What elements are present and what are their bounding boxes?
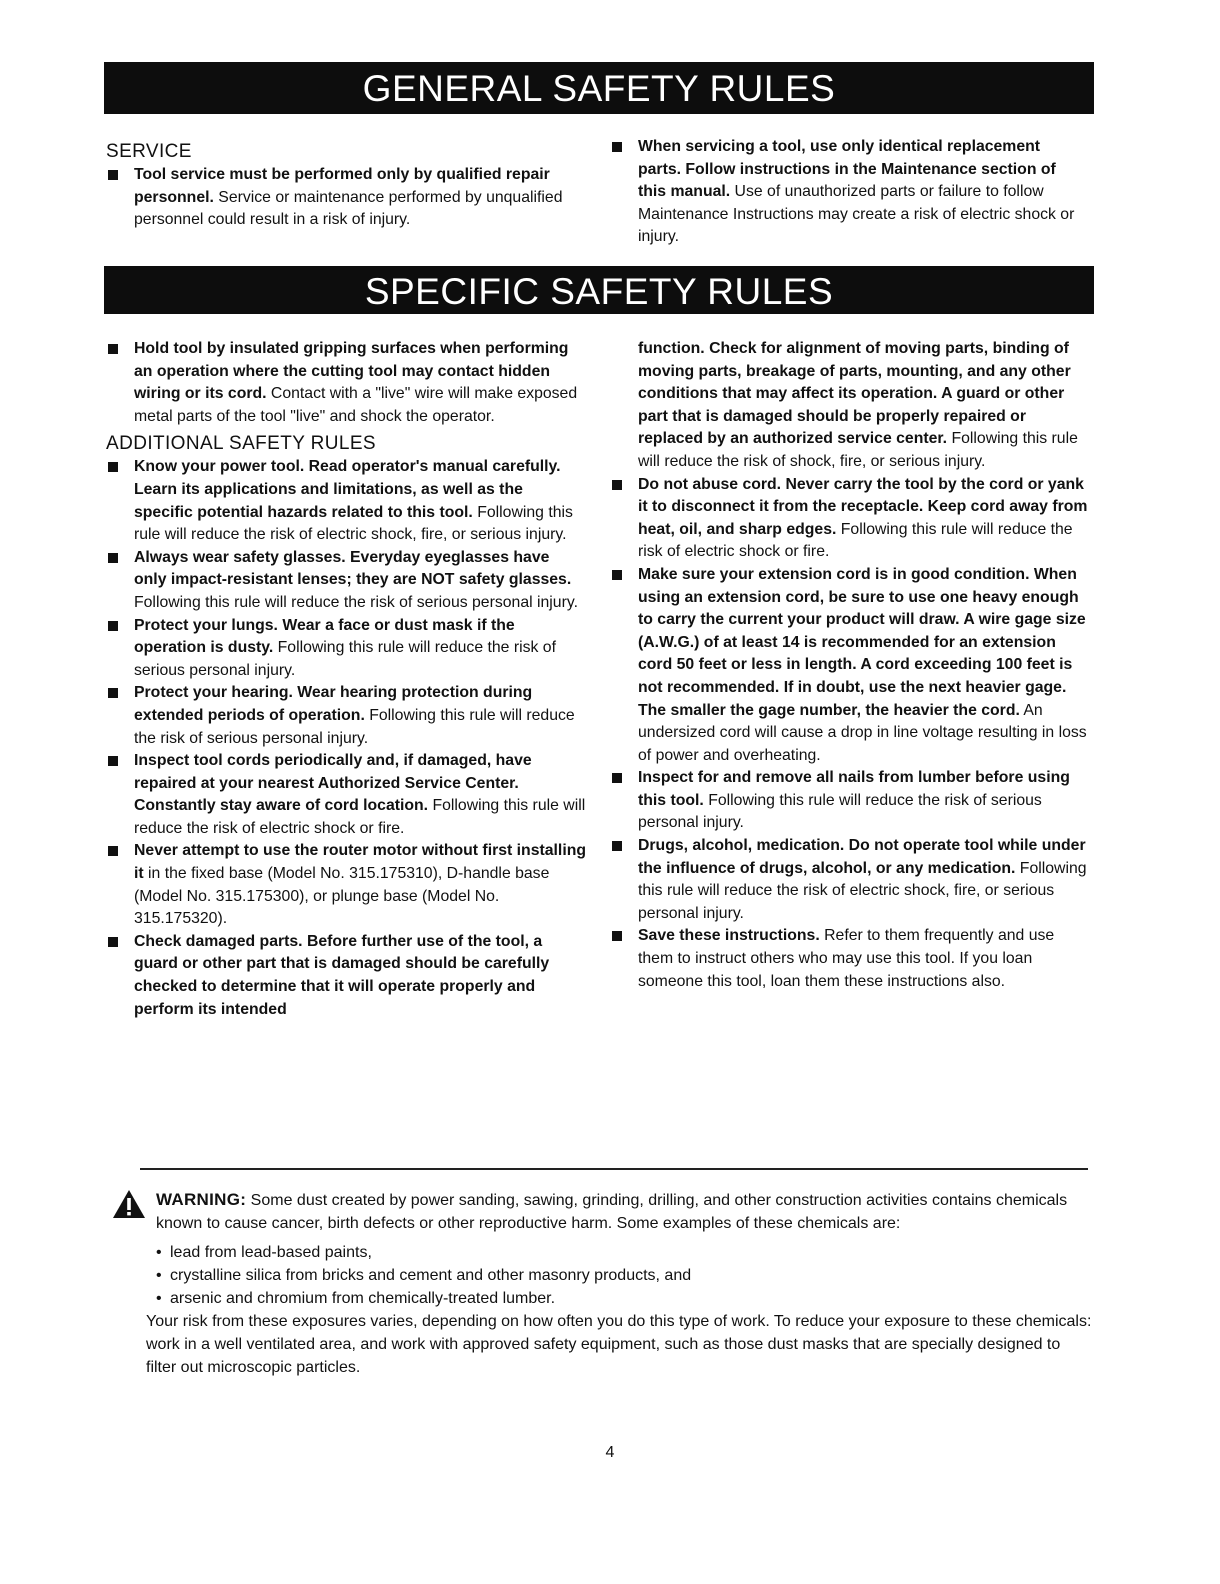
warning-intro xyxy=(112,1188,1092,1235)
bullet-square-icon xyxy=(612,142,622,152)
page-number: 4 xyxy=(605,1444,615,1461)
bullet-square-icon xyxy=(612,570,622,580)
item-bold-text: Inspect for and remove all nails from lumber before using this tool. xyxy=(638,769,1070,809)
specific-right-column xyxy=(610,338,1090,993)
section-divider xyxy=(140,1168,1088,1170)
rule-check-damaged-parts-continued xyxy=(610,338,1090,474)
rule-hold-tool xyxy=(106,338,586,428)
service-heading: SERVICE xyxy=(106,141,192,162)
item-text: Following this rule will reduce the risk of electric shock, fire, or serious personal injury. xyxy=(638,859,1087,922)
warning-block xyxy=(112,1188,1092,1379)
rule-know-tool xyxy=(106,456,586,546)
bullet-square-icon xyxy=(108,553,118,563)
list-item xyxy=(156,1241,1092,1264)
warning-chemicals-list xyxy=(112,1241,1092,1310)
item-bold-text: Always wear safety glasses. Everyday eyeglasses have only impact-resistant lenses; they are NOT safety glasses. xyxy=(134,548,572,589)
general-safety-rules-banner: GENERAL SAFETY RULES xyxy=(104,62,1094,114)
item-text: Following this rule will reduce the risk of serious personal injury. xyxy=(134,706,575,747)
item-text: Use of unauthorized parts or failure to follow Maintenance Instructions may create a risk of electric shock or injury. xyxy=(638,183,1075,246)
rule-router-motor xyxy=(106,840,586,930)
bullet-square-icon xyxy=(108,344,118,354)
item-text: Following this rule will reduce the risk of serious personal injury. xyxy=(134,593,578,611)
item-bold-text: Tool service must be performed only by qualified repair personnel. xyxy=(134,166,550,206)
item-bold-text: Inspect tool cords periodically and, if damaged, have repaired at your nearest Authorized Service Center. Constantly stay aware of cord location. xyxy=(134,752,532,815)
item-text: Following this rule will reduce the risk of electric shock, fire, or serious injury. xyxy=(134,503,573,544)
item-bold-text: Check damaged parts. Before further use of the tool, a guard or other part that is damaged should be carefully checked to determine that it will operate properly and perform its intended xyxy=(134,932,550,1018)
rule-protect-hearing xyxy=(106,682,586,750)
list-item-text: lead from lead-based paints, xyxy=(170,1244,372,1261)
specific-safety-rules-banner: SPECIFIC SAFETY RULES xyxy=(104,266,1094,314)
service-left-column xyxy=(106,140,576,232)
service-item-qualified xyxy=(106,164,576,232)
item-bold-text: Do not abuse cord. Never carry the tool by the cord or yank it to disconnect it from the receptacle. Keep cord away from heat, oil, and sharp edges. xyxy=(638,475,1088,538)
bullet-square-icon xyxy=(108,756,118,766)
bullet-dot-icon: • xyxy=(156,1244,162,1261)
rule-extension-cord xyxy=(610,564,1090,767)
item-bold-text: function. Check for alignment of moving parts, binding of moving parts, breakage of parts, mounting, and any other conditions that may affect its operation. A guard or other part that is damaged should be properly repaired or replaced by an authorized service center. xyxy=(638,340,1071,448)
warning-closing: Your risk from these exposures varies, depending on how often you do this type of work. To reduce your exposure to these chemicals: work in a well ventilated area, and work with approved safety equipment, such as those dust masks that are specially designed to filter out microscopic particles. xyxy=(146,1313,1092,1376)
item-text: in the fixed base (Model No. 315.175310), D-handle base (Model No. 315.175300), or plunge base (Model No. 315.175320). xyxy=(134,865,550,928)
item-bold-text: Save these instructions. xyxy=(638,927,820,945)
bullet-square-icon xyxy=(612,773,622,783)
item-text: Following this rule will reduce the risk of electric shock or fire. xyxy=(638,520,1073,561)
rule-protect-lungs xyxy=(106,615,586,683)
bullet-square-icon xyxy=(108,846,118,856)
item-text: Following this rule will reduce the risk of serious personal injury. xyxy=(134,639,556,679)
item-text: Following this rule will reduce the risk of electric shock or fire. xyxy=(134,797,586,837)
item-bold-text: Make sure your extension cord is in good condition. When using an extension cord, be sure to use one heavy enough to carry the current your product will draw. A wire gage size (A.W.G.) of at least 14 is recommended for an extension cord 50 feet or less in length. A cord exceeding 100 feet is not recommended. If in doubt, use the next heavier gage. The smaller the gage number, the heavier the cord. xyxy=(638,565,1086,719)
item-bold-text: Hold tool by insulated gripping surfaces when performing an operation where the cutting tool may contact hidden wiring or its cord. xyxy=(134,340,569,403)
list-item xyxy=(156,1287,1092,1310)
bullet-square-icon xyxy=(612,931,622,941)
item-text: Following this rule will reduce the risk of shock, fire, or serious injury. xyxy=(638,430,1078,470)
rule-drugs-alcohol xyxy=(610,835,1090,925)
specific-left-column xyxy=(106,338,586,1021)
rule-inspect-cords xyxy=(106,750,586,840)
rule-remove-nails xyxy=(610,767,1090,835)
item-text: Contact with a "live" wire will make exposed metal parts of the tool "live" and shock the operator. xyxy=(134,385,578,425)
item-bold-text: Protect your hearing. Wear hearing protection during extended periods of operation. xyxy=(134,684,533,724)
service-item-identical-parts xyxy=(610,136,1084,249)
item-text: Service or maintenance performed by unqualified personnel could result in a risk of injury. xyxy=(134,188,563,229)
item-bold-text: Never attempt to use the router motor without first installing it xyxy=(134,842,587,883)
item-text: An undersized cord will cause a drop in line voltage resulting in loss of power and overheating. xyxy=(638,701,1087,764)
item-bold-text: Protect your lungs. Wear a face or dust mask if the operation is dusty. xyxy=(134,616,515,657)
item-text: Refer to them frequently and use them to instruct others who may use this tool. If you loan someone this tool, loan them these instructions also. xyxy=(638,927,1055,990)
rule-safety-glasses xyxy=(106,547,586,615)
warning-triangle-icon xyxy=(112,1189,146,1226)
item-text: Following this rule will reduce the risk of serious personal injury. xyxy=(638,791,1042,832)
rule-check-damaged-parts xyxy=(106,931,586,1021)
additional-safety-heading: ADDITIONAL SAFETY RULES xyxy=(106,433,376,455)
bullet-square-icon xyxy=(108,462,118,472)
item-bold-text: Drugs, alcohol, medication. Do not operate tool while under the influence of drugs, alcohol, or any medication. xyxy=(638,837,1086,877)
bullet-square-icon xyxy=(108,937,118,947)
item-bold-text: Know your power tool. Read operator's manual carefully. Learn its applications and limitations, as well as the specific potential hazards related to this tool. xyxy=(134,458,561,521)
bullet-square-icon xyxy=(612,480,622,490)
rule-save-instructions xyxy=(610,925,1090,993)
warning-label: WARNING: xyxy=(156,1190,247,1209)
bullet-dot-icon: • xyxy=(156,1290,162,1307)
rule-cord-abuse xyxy=(610,474,1090,564)
bullet-square-icon xyxy=(612,841,622,851)
bullet-dot-icon: • xyxy=(156,1267,162,1284)
service-right-column xyxy=(610,136,1084,249)
list-item-text: crystalline silica from bricks and cement and other masonry products, and xyxy=(170,1267,692,1284)
list-item xyxy=(156,1264,1092,1287)
bullet-square-icon xyxy=(108,170,118,180)
list-item-text: arsenic and chromium from chemically-treated lumber. xyxy=(170,1290,556,1307)
item-bold-text: When servicing a tool, use only identical replacement parts. Follow instructions in the Maintenance section of this manual. xyxy=(638,138,1056,201)
warning-intro-text: Some dust created by power sanding, sawing, grinding, drilling, and other construction activities contains chemicals known to cause cancer, birth defects or other reproductive harm. Some examples of these chemicals are: xyxy=(156,1192,1068,1232)
bullet-square-icon xyxy=(108,688,118,698)
bullet-square-icon xyxy=(108,621,118,631)
